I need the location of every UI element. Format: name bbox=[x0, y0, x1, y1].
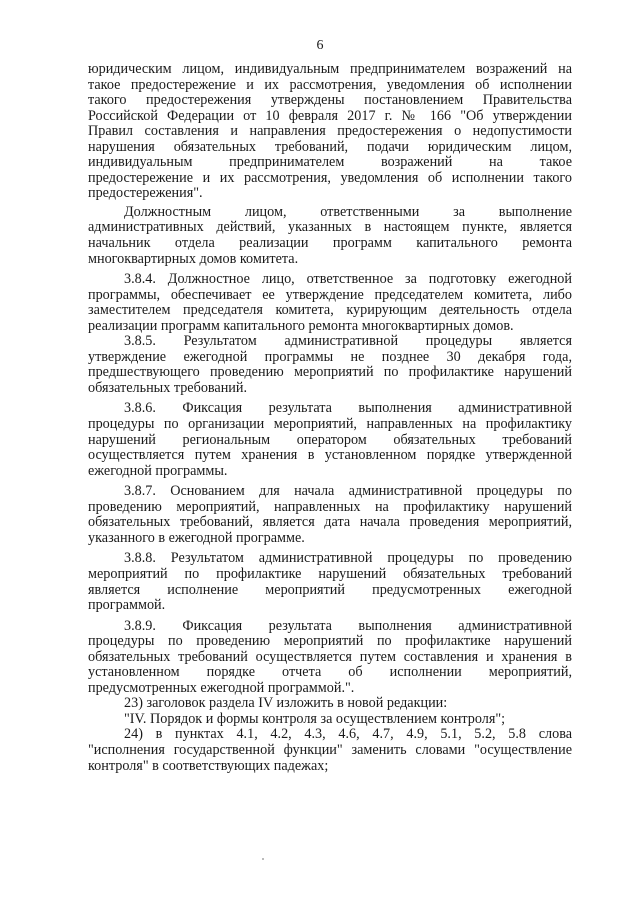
text-line: 3.8.8. Результатом административной процедуры по проведению bbox=[124, 550, 572, 567]
text-line: нарушения обязательных требований, подачи юридическим лицом, bbox=[88, 138, 572, 155]
text-line: 3.8.7. Основанием для начала административной процедуры по bbox=[124, 483, 572, 500]
paragraph-section-iv-heading bbox=[88, 712, 572, 728]
text-line: административных действий, указанных в настоящем пункте, является bbox=[88, 219, 572, 236]
paragraph-3-8-4 bbox=[88, 272, 572, 334]
document-body bbox=[88, 62, 572, 774]
text-line: нарушений региональным оператором обязательных требований bbox=[88, 431, 572, 448]
text-line: предшествующего проведению мероприятий по профилактике нарушений bbox=[88, 364, 572, 381]
text-line: 3.8.9. Фиксация результата выполнения административной bbox=[124, 617, 572, 634]
text-line: программы, обеспечивает ее утверждение председателем комитета, либо bbox=[88, 286, 572, 303]
page-number: 6 bbox=[316, 38, 324, 53]
text-line: 3.8.6. Фиксация результата выполнения административной bbox=[124, 400, 572, 417]
text-line: такое предостережение и их рассмотрения, уведомления об исполнении bbox=[88, 76, 572, 93]
text-line: утверждение ежегодной программы не позднее 30 декабря года, bbox=[88, 348, 572, 365]
text-line: заместителем председателя комитета, курирующим деятельность отдела bbox=[88, 302, 572, 319]
text-line: предостережения". bbox=[88, 185, 203, 202]
paragraph-3-8-5 bbox=[88, 334, 572, 396]
paragraph-3-8-6 bbox=[88, 401, 572, 479]
text-line: контроля" в соответствующих падежах; bbox=[88, 757, 329, 774]
paragraph-3-8-8 bbox=[88, 551, 572, 613]
text-line: процедуры по проведению мероприятий по профилактике нарушений bbox=[88, 633, 572, 650]
text-line: Правил составления и направления предостережения о недопустимости bbox=[88, 123, 572, 140]
text-line: обязательных требований осуществляется путем составления и хранения в bbox=[88, 648, 572, 665]
text-line: осуществляется путем хранения в установленном порядке утвержденной bbox=[88, 447, 572, 464]
text-line: юридическим лицом, индивидуальным предпринимателем возражений на bbox=[88, 61, 572, 77]
text-line: является исполнение мероприятий предусмотренных ежегодной bbox=[88, 581, 572, 598]
text-line: "IV. Порядок и формы контроля за осуществлением контроля"; bbox=[124, 710, 506, 727]
text-line: программой. bbox=[88, 597, 166, 614]
text-line: индивидуальным предпринимателем возражений на такое bbox=[88, 154, 572, 171]
paragraph-3-8-7 bbox=[88, 484, 572, 546]
text-line: "исполнения государственной функции" заменить словами "осуществление bbox=[88, 741, 572, 758]
text-line: проведению мероприятий, направленных на профилактику нарушений bbox=[88, 498, 572, 515]
paragraph-continuation bbox=[88, 62, 572, 202]
paragraph-item-23 bbox=[88, 696, 572, 712]
text-line: Должностным лицом, ответственными за выполнение bbox=[124, 203, 572, 220]
text-line: предостережение и их рассмотрения, уведомления об исполнении такого bbox=[88, 169, 572, 186]
text-line: процедуры по организации мероприятий, направленных на профилактику bbox=[88, 416, 572, 433]
text-line: такого предостережения утверждены постановлением Правительства bbox=[88, 92, 572, 109]
text-line: обязательных требований, является дата начала проведения мероприятий, bbox=[88, 514, 572, 531]
text-line: 3.8.5. Результатом административной процедуры является bbox=[124, 333, 572, 350]
paragraph-responsible-official bbox=[88, 205, 572, 267]
paragraph-item-24 bbox=[88, 727, 572, 774]
text-line: начальник отдела реализации программ капитального ремонта bbox=[88, 235, 572, 252]
text-line: многоквартирных домов комитета. bbox=[88, 250, 299, 267]
paragraph-3-8-9 bbox=[88, 619, 572, 697]
text-line: обязательных требований. bbox=[88, 379, 248, 396]
text-line: ежегодной программы. bbox=[88, 462, 228, 479]
text-line: указанного в ежегодной программе. bbox=[88, 529, 305, 546]
text-line: предусмотренных ежегодной программой.". bbox=[88, 679, 355, 696]
text-line: 3.8.4. Должностное лицо, ответственное за подготовку ежегодной bbox=[124, 271, 572, 288]
text-line: установленном порядке отчета об исполнении мероприятий, bbox=[88, 664, 572, 681]
scan-speck bbox=[262, 858, 264, 860]
text-line: 24) в пунктах 4.1, 4.2, 4.3, 4.6, 4.7, 4.9, 5.1, 5.2, 5.8 слова bbox=[124, 726, 572, 743]
text-line: Российской Федерации от 10 февраля 2017 г. № 166 "Об утверждении bbox=[88, 107, 572, 124]
text-line: мероприятий по профилактике нарушений обязательных требований bbox=[88, 565, 572, 582]
text-line: реализации программ капитального ремонта многоквартирных домов. bbox=[88, 317, 514, 334]
text-line: 23) заголовок раздела IV изложить в новой редакции: bbox=[124, 695, 448, 712]
